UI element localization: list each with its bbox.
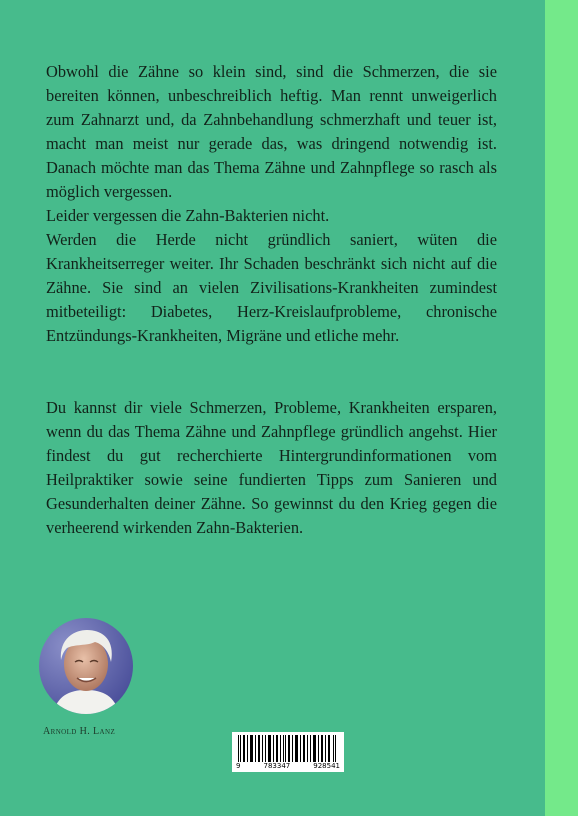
blurb-paragraph-4: Du kannst dir viele Schmerzen, Probleme, Krankheiten ersparen, wenn du das Thema Zähne und Zahnpflege gründlich angehst. Hier findest du gut recherchierte Hintergrundinformationen vom Heilpraktiker sowie seine fundierten Tipps zum Sanieren und Gesunderhalten deiner Zähne. So gewinnst du den Krieg gegen die verheerend wirkenden Zahn-Bakterien. xyxy=(46,398,497,537)
isbn-prefix: 9 xyxy=(236,762,241,770)
isbn-group-2: 928541 xyxy=(313,762,340,770)
isbn-barcode xyxy=(232,732,344,772)
isbn-group-1: 783347 xyxy=(263,762,291,770)
blurb-intro xyxy=(46,60,497,348)
isbn-number xyxy=(236,762,340,770)
author-name: Arnold H. Lanz xyxy=(43,726,116,737)
blurb-paragraph-2: Leider vergessen die Zahn-Bakterien nicht. xyxy=(46,206,330,225)
blurb-outro xyxy=(46,396,497,540)
author-portrait xyxy=(39,618,133,714)
blurb-paragraph-1: Obwohl die Zähne so klein sind, sind die Schmerzen, die sie bereiten können, unbeschreiblich heftig. Man rennt unweigerlich zum Zahnarzt und, da Zahnbehandlung schmerzhaft und teuer ist, macht man meist nur gerade das, was dringend notwendig ist. Danach möchte man das Thema Zähne und Zahnpflege so rasch als möglich vergessen. xyxy=(46,62,497,201)
spine-strip xyxy=(545,0,578,816)
blurb-paragraph-3: Werden die Herde nicht gründlich saniert, wüten die Krankheitserreger weiter. Ihr Schaden beschränkt sich nicht auf die Zähne. Sie sind an vielen Zivilisations-Krankheiten zumindest mitbeteiligt: Diabetes, Herz-Kreislaufprobleme, chronische Entzündungs-Krankheiten, Migräne und etliche mehr. xyxy=(46,230,497,345)
